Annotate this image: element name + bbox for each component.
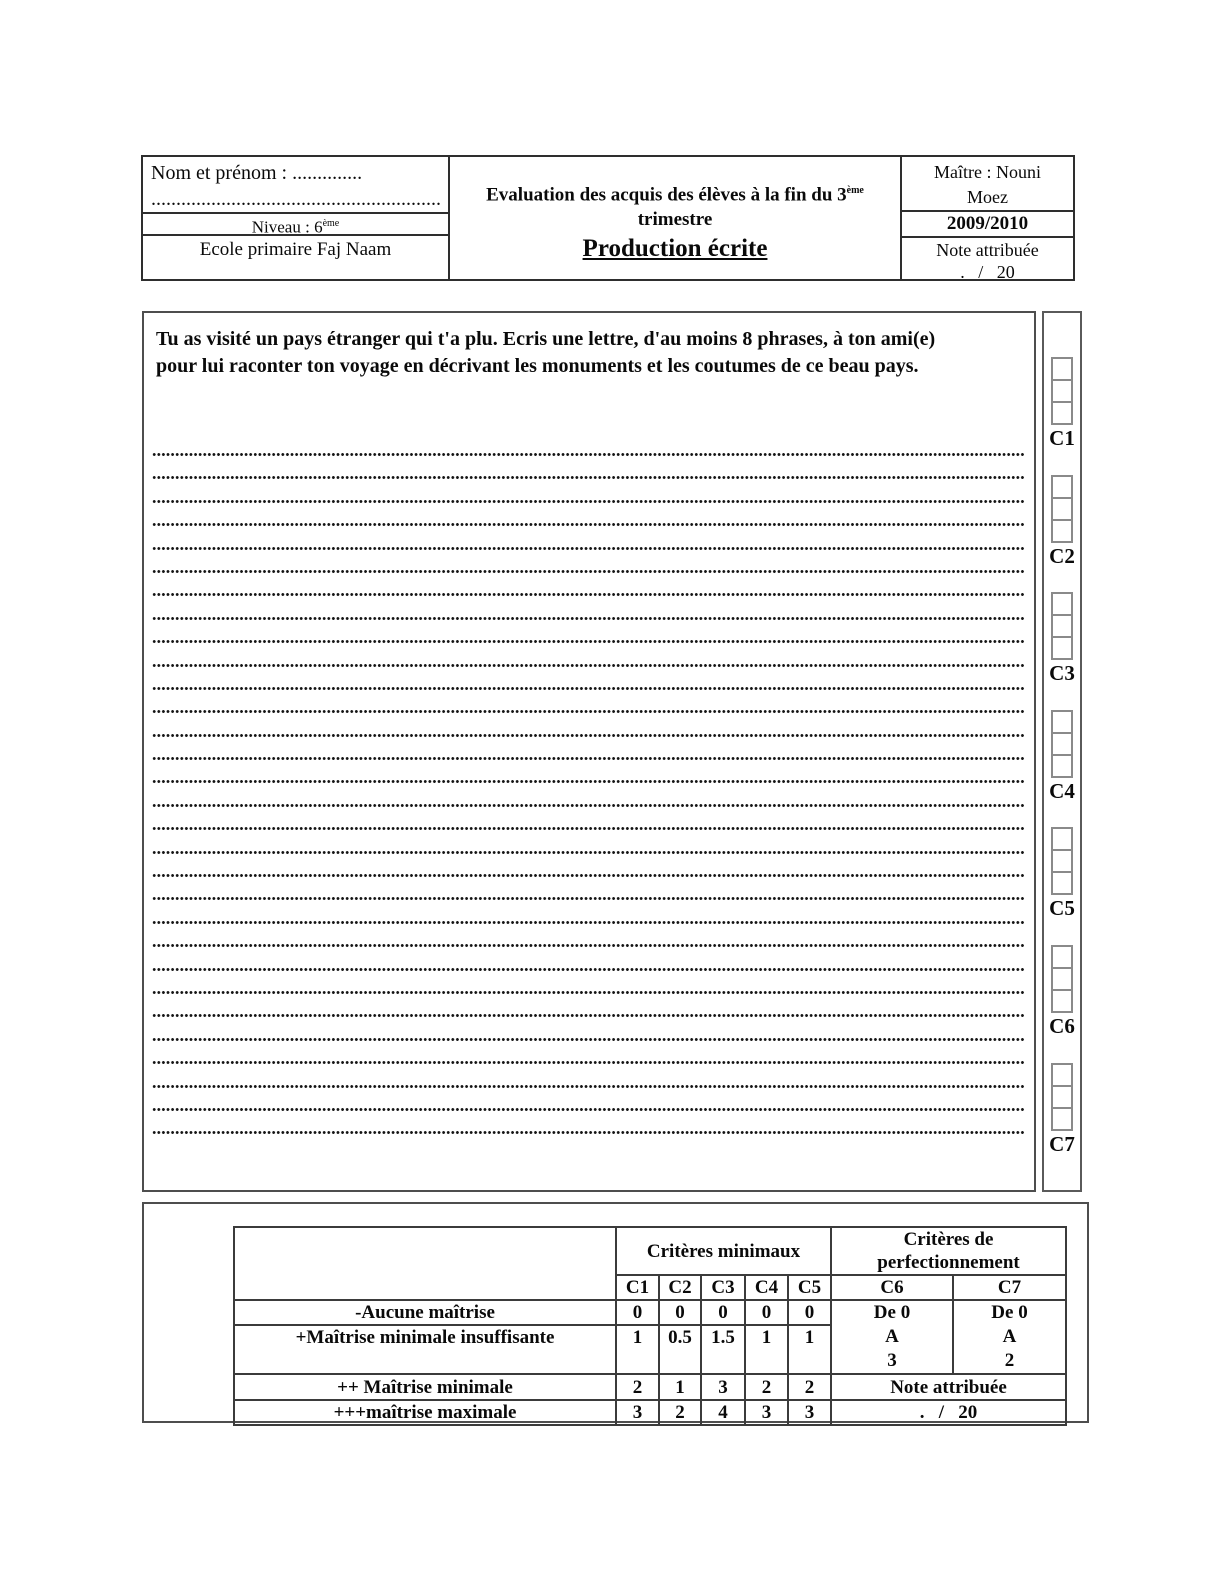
criterion-score-boxes	[1051, 357, 1073, 425]
criterion-score-box	[1051, 945, 1073, 969]
writing-line	[152, 617, 1024, 620]
writing-line	[152, 827, 1024, 830]
name-dots: ..........................................................	[151, 188, 441, 210]
c7-range-line: De 0	[991, 1302, 1028, 1323]
writing-line	[152, 523, 1024, 526]
criteria-column	[1042, 311, 1082, 1192]
writing-line	[152, 897, 1024, 900]
criterion-score-box	[1051, 710, 1073, 734]
rubric-cell: 3	[788, 1400, 831, 1425]
criterion-label: C2	[1049, 543, 1075, 568]
writing-line	[152, 570, 1024, 573]
writing-line	[152, 734, 1024, 737]
writing-line	[152, 944, 1024, 947]
c6-range-line: A	[885, 1326, 899, 1347]
header-center-column	[450, 157, 902, 279]
criterion-score-box	[1051, 357, 1073, 381]
criterion-score-box	[1051, 401, 1073, 425]
teacher-line1: Maître : Nouni	[934, 162, 1041, 182]
writing-line	[152, 710, 1024, 713]
rubric-cell: 0	[659, 1300, 701, 1325]
criterion-score-box	[1051, 1063, 1073, 1087]
writing-line	[152, 476, 1024, 479]
writing-line	[152, 1131, 1024, 1134]
rubric-row-label: +Maîtrise minimale insuffisante	[234, 1325, 616, 1374]
school-year: 2009/2010	[902, 212, 1073, 238]
criterion-score-boxes	[1051, 710, 1073, 778]
level-superscript: ème	[322, 218, 340, 229]
criterion-label: C3	[1049, 661, 1075, 686]
criterion-score-box	[1051, 592, 1073, 616]
criterion-label: C6	[1049, 1014, 1075, 1038]
grade-value: . / 20	[960, 262, 1015, 282]
level-label: Niveau : 6	[251, 217, 323, 237]
prompt-line1: Tu as visité un pays étranger qui t'a plu. Ecris une lettre, d'au moins 8 phrases, à ton ami(e)	[156, 328, 936, 350]
rubric-cell: 1.5	[701, 1325, 745, 1374]
criterion-score-boxes	[1051, 945, 1073, 1013]
criterion-score-box	[1051, 967, 1073, 991]
criterion-score-box	[1051, 614, 1073, 638]
rubric-col-c5: C5	[788, 1275, 831, 1300]
rubric-cell: 0	[701, 1300, 745, 1325]
criterion-group-c4	[1044, 710, 1080, 803]
level-row	[143, 214, 448, 236]
criterion-score-boxes	[1051, 475, 1073, 543]
criterion-score-box	[1051, 636, 1073, 660]
writing-line	[152, 991, 1024, 994]
grade-field	[902, 238, 1073, 283]
title-superscript: ème	[846, 185, 864, 196]
rubric-empty-corner	[234, 1227, 616, 1300]
criterion-score-box	[1051, 849, 1073, 873]
rubric-cell: 2	[745, 1374, 788, 1400]
rubric-col-c4: C4	[745, 1275, 788, 1300]
rubric-group-minimal: Critères minimaux	[616, 1227, 831, 1275]
criterion-score-box	[1051, 519, 1073, 543]
writing-line	[152, 500, 1024, 503]
writing-line	[152, 1038, 1024, 1041]
score-box	[142, 1202, 1089, 1423]
criterion-score-boxes	[1051, 827, 1073, 895]
subject-title: Production écrite	[582, 235, 768, 263]
rubric-row-label: -Aucune maîtrise	[234, 1300, 616, 1325]
writing-line	[152, 874, 1024, 877]
writing-lines	[152, 453, 1024, 1155]
rubric-c7-range	[953, 1300, 1066, 1374]
header-table	[141, 155, 1075, 281]
criterion-score-box	[1051, 732, 1073, 756]
criterion-group-c2	[1044, 475, 1080, 568]
rubric-note-label: Note attribuée	[831, 1374, 1066, 1400]
writing-line	[152, 687, 1024, 690]
evaluation-title-text: Evaluation des acquis des élèves à la fin du 3	[486, 184, 847, 206]
writing-line	[152, 780, 1024, 783]
criterion-label: C1	[1049, 426, 1075, 450]
rubric-cell: 3	[745, 1400, 788, 1425]
rubric-cell: 0.5	[659, 1325, 701, 1374]
rubric-cell: 2	[788, 1374, 831, 1400]
header-right-column	[902, 157, 1073, 282]
teacher-name	[902, 157, 1073, 212]
rubric-col-c7: C7	[953, 1275, 1066, 1300]
rubric-cell: 3	[616, 1400, 659, 1425]
evaluation-title-line1	[450, 178, 900, 207]
rubric-cell: 1	[788, 1325, 831, 1374]
rubric-cell: 0	[788, 1300, 831, 1325]
c6-range-line: 3	[887, 1350, 897, 1371]
criterion-group-c7	[1044, 1063, 1080, 1156]
criterion-score-box	[1051, 1085, 1073, 1109]
criterion-score-box	[1051, 475, 1073, 499]
criterion-score-box	[1051, 754, 1073, 778]
school-name: Ecole primaire Faj Naam	[199, 239, 392, 260]
writing-line	[152, 757, 1024, 760]
criterion-score-box	[1051, 379, 1073, 403]
criterion-score-box	[1051, 497, 1073, 521]
c6-range-line: De 0	[873, 1302, 911, 1323]
c7-range-line: 2	[1004, 1350, 1015, 1371]
rubric-cell: 4	[701, 1400, 745, 1425]
rubric-col-c1: C1	[616, 1275, 659, 1300]
score-table	[233, 1226, 1067, 1426]
criterion-score-box	[1051, 989, 1073, 1013]
grade-label: Note attribuée	[936, 240, 1039, 260]
rubric-col-c2: C2	[659, 1275, 701, 1300]
criterion-score-box	[1051, 827, 1073, 851]
c7-range-line: A	[1002, 1326, 1017, 1347]
writing-line	[152, 640, 1024, 643]
writing-line	[152, 453, 1024, 456]
criterion-score-boxes	[1051, 592, 1073, 660]
evaluation-title-line2: trimestre	[637, 209, 713, 231]
rubric-cell: 1	[616, 1325, 659, 1374]
rubric-group-perfection: Critères de perfectionnement	[831, 1227, 1066, 1275]
criterion-label: C7	[1049, 1131, 1075, 1156]
name-label: Nom et prénom : ..............	[151, 162, 363, 184]
writing-line	[152, 921, 1024, 924]
writing-line	[152, 664, 1024, 667]
writing-line	[152, 804, 1024, 807]
criterion-label: C4	[1049, 778, 1075, 803]
rubric-col-c3: C3	[701, 1275, 745, 1300]
prompt-line2: pour lui raconter ton voyage en décrivant les monuments et les coutumes de ce beau pays.	[156, 355, 919, 377]
criterion-group-c6	[1044, 945, 1080, 1038]
writing-line	[152, 851, 1024, 854]
criterion-group-c1	[1044, 357, 1080, 450]
header-left-column	[143, 157, 450, 279]
rubric-c6-range	[831, 1300, 953, 1374]
rubric-note-value: . / 20	[831, 1400, 1066, 1425]
criterion-label: C5	[1049, 896, 1075, 921]
rubric-cell: 0	[616, 1300, 659, 1325]
writing-line	[152, 593, 1024, 596]
writing-line	[152, 1085, 1024, 1088]
criterion-score-box	[1051, 1107, 1073, 1131]
writing-line	[152, 1061, 1024, 1064]
criterion-score-boxes	[1051, 1063, 1073, 1131]
teacher-line2: Moez	[967, 187, 1008, 207]
writing-box	[142, 311, 1036, 1192]
rubric-col-c6: C6	[831, 1275, 953, 1300]
assignment-prompt	[156, 326, 1024, 380]
rubric-cell: 3	[701, 1374, 745, 1400]
student-name-field	[143, 157, 448, 214]
writing-line	[152, 547, 1024, 550]
writing-line	[152, 968, 1024, 971]
writing-line	[152, 1014, 1024, 1017]
criterion-group-c5	[1044, 827, 1080, 920]
rubric-row-label: +++maîtrise maximale	[234, 1400, 616, 1425]
writing-line	[152, 1108, 1024, 1111]
rubric-cell: 1	[745, 1325, 788, 1374]
rubric-cell: 0	[745, 1300, 788, 1325]
criterion-group-c3	[1044, 592, 1080, 685]
rubric-cell: 2	[659, 1400, 701, 1425]
rubric-cell: 2	[616, 1374, 659, 1400]
rubric-cell: 1	[659, 1374, 701, 1400]
rubric-row-label: ++ Maîtrise minimale	[234, 1374, 616, 1400]
criterion-score-box	[1051, 871, 1073, 895]
